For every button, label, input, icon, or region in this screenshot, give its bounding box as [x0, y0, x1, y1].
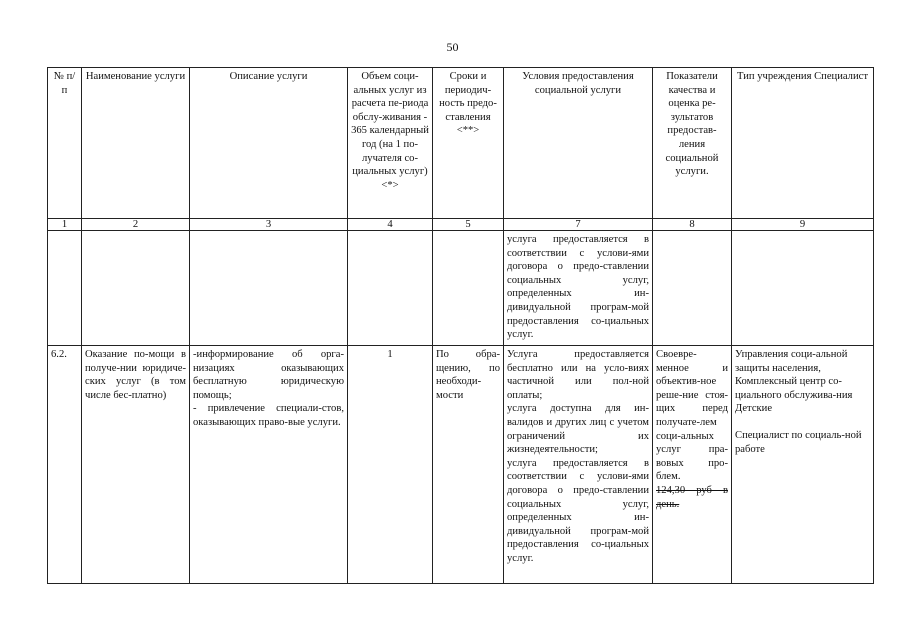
- services-table: [47, 67, 874, 584]
- table-row-6-2: [48, 346, 874, 584]
- service-conditions: [504, 346, 653, 584]
- row-number: 6.2.: [48, 346, 82, 584]
- column-number: 1: [48, 219, 82, 231]
- column-number: 4: [348, 219, 433, 231]
- service-description: [190, 346, 348, 584]
- header-number: № п/п: [48, 68, 82, 219]
- conditions-item-1: Услуга предоставляется бесплатно или на усло-виях частичной или пол-ной оплаты;: [507, 349, 649, 401]
- column-number: 7: [504, 219, 653, 231]
- header-volume: Объем соци-альных услуг из расчета пе-риода обслу-живания - 365 календарный год (на 1 по-лучателя со-циальных услуг) <*>: [348, 68, 433, 219]
- quality-text: Своевре-менное и объектив-ное реше-ние стоя-щих перед получате-лем соци-альных услуг пра-вовых про-блем.: [656, 349, 728, 483]
- continuation-conditions: услуга предоставляется в соответствии с услови-ями договора о предо-ставлении социальных услуг, определенных ин-дивидуальной програм-мой предоставления со-циальных услуг.: [504, 231, 653, 346]
- column-number: 3: [190, 219, 348, 231]
- column-number-row: [48, 219, 874, 231]
- service-volume: 1: [348, 346, 433, 584]
- header-description: Описание услуги: [190, 68, 348, 219]
- specialist-text: Специалист по социаль-ной работе: [735, 429, 862, 455]
- column-number: 2: [82, 219, 190, 231]
- header-conditions: Условия предоставления социальной услуги: [504, 68, 653, 219]
- quality-struck-price: 124,30 руб в день.: [656, 484, 728, 510]
- conditions-item-3: услуга предоставляется в соответствии с услови-ями договора о предо-ставлении социальных услуг, определенных ин-дивидуальной програм-мой предоставления со-циальных услуг.: [507, 457, 649, 564]
- service-quality: [653, 346, 732, 584]
- column-number: 9: [732, 219, 874, 231]
- header-quality: Показатели качества и оценка ре-зультатов предостав-ления социальной услуги.: [653, 68, 732, 219]
- column-number: 5: [433, 219, 504, 231]
- service-name: Оказание по-мощи в получе-нии юридиче-ских услуг (в том числе бес-платно): [82, 346, 190, 584]
- column-number: 8: [653, 219, 732, 231]
- continuation-row: [48, 231, 874, 346]
- header-period: Сроки и периодич-ность предо-ставления <**>: [433, 68, 504, 219]
- page-number: 50: [446, 40, 459, 54]
- header-row: [48, 68, 874, 219]
- header-institution: Тип учреждения Специалист: [732, 68, 874, 219]
- description-item-2: - привлечение специали-стов, оказывающих право-вые услуги.: [193, 403, 344, 428]
- description-item-1: -информирование об орга-низациях оказывающих бесплатную юридическую помощь;: [193, 349, 344, 401]
- service-institution: [732, 346, 874, 584]
- service-period: По обра-щению, по необходи-мости: [433, 346, 504, 584]
- header-service-name: Наименование услуги: [82, 68, 190, 219]
- conditions-item-2: услуга доступна для ин-валидов и других лиц с учетом ограничений их жизнедеятельности;: [507, 403, 649, 456]
- institution-text: Управления соци-альной защиты населения, Комплексный центр со-циального обслужива-ния Детские: [735, 349, 853, 415]
